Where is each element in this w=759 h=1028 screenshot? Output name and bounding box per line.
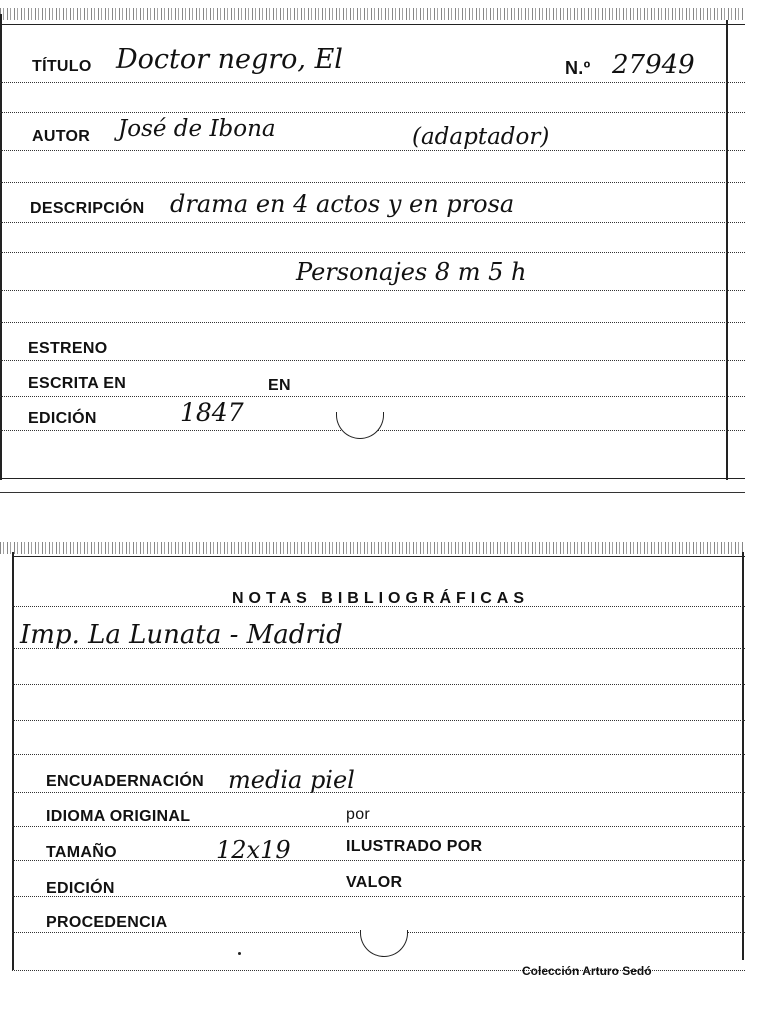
notas-heading: NOTAS BIBLIOGRÁFICAS xyxy=(232,590,530,607)
autor-note: (adaptador) xyxy=(412,124,550,150)
ruled-line xyxy=(12,754,745,755)
ruled-line xyxy=(12,792,745,793)
numero-label: N.º xyxy=(565,58,591,78)
nota-value: Imp. La Lunata - Madrid xyxy=(20,620,343,650)
ruled-line xyxy=(0,82,745,83)
autor-label: AUTOR xyxy=(32,128,91,145)
procedencia-label: PROCEDENCIA xyxy=(46,914,168,931)
ruled-line xyxy=(12,826,745,827)
ruled-line xyxy=(12,720,745,721)
tamano-label: TAMAÑO xyxy=(46,844,117,861)
card-top-edge xyxy=(0,8,745,20)
ruled-line xyxy=(0,112,745,113)
encuadernacion-value: media piel xyxy=(228,766,355,794)
catalog-card-front xyxy=(0,0,745,486)
ruled-line xyxy=(12,896,745,897)
card-right-border xyxy=(742,552,744,960)
card-top-rule xyxy=(0,24,745,25)
estreno-label: ESTRENO xyxy=(28,340,108,357)
valor-label: VALOR xyxy=(346,874,403,891)
descripcion-label: DESCRIPCIÓN xyxy=(30,200,145,217)
scan-divider xyxy=(0,492,745,493)
card-left-border xyxy=(12,552,14,970)
ruled-line xyxy=(12,606,745,607)
ruled-line xyxy=(0,182,745,183)
encuadernacion-label: ENCUADERNACIÓN xyxy=(46,773,204,790)
catalog-card-back xyxy=(0,540,745,980)
ruled-line xyxy=(0,396,745,397)
card-left-border xyxy=(0,14,2,480)
edicion-value: 1847 xyxy=(180,398,244,427)
descripcion-value: drama en 4 actos y en prosa xyxy=(170,190,515,218)
card-rod-notch xyxy=(336,412,384,439)
ruled-line xyxy=(0,360,745,361)
en-label: EN xyxy=(268,377,291,394)
card-rod-notch xyxy=(360,930,408,957)
personajes-value: Personajes 8 m 5 h xyxy=(296,258,527,286)
card-top-edge xyxy=(0,542,745,554)
ink-speck xyxy=(238,952,241,955)
ilustrado-por-label: ILUSTRADO POR xyxy=(346,838,483,855)
card-bottom-rule xyxy=(0,478,745,479)
ruled-line xyxy=(0,222,745,223)
ruled-line xyxy=(0,150,745,151)
autor-value: José de Ibona xyxy=(118,116,276,142)
idioma-original-label: IDIOMA ORIGINAL xyxy=(46,808,191,825)
tamano-value: 12x19 xyxy=(216,836,291,864)
titulo-label: TÍTULO xyxy=(32,58,92,75)
titulo-value: Doctor negro, El xyxy=(116,44,343,75)
card-top-rule xyxy=(12,556,745,557)
escrita-en-label: ESCRITA EN xyxy=(28,375,127,392)
por-label: por xyxy=(346,806,371,823)
card-right-border xyxy=(726,20,728,480)
collection-footer: Colección Arturo Sedó xyxy=(522,964,652,978)
ruled-line xyxy=(12,684,745,685)
ruled-line xyxy=(0,322,745,323)
ruled-line xyxy=(0,252,745,253)
ruled-line xyxy=(12,648,745,649)
edicion-label: EDICIÓN xyxy=(28,410,97,427)
ruled-line xyxy=(0,290,745,291)
numero-value: 27949 xyxy=(612,50,695,80)
ruled-line xyxy=(12,860,745,861)
edicion-label: EDICIÓN xyxy=(46,880,115,897)
